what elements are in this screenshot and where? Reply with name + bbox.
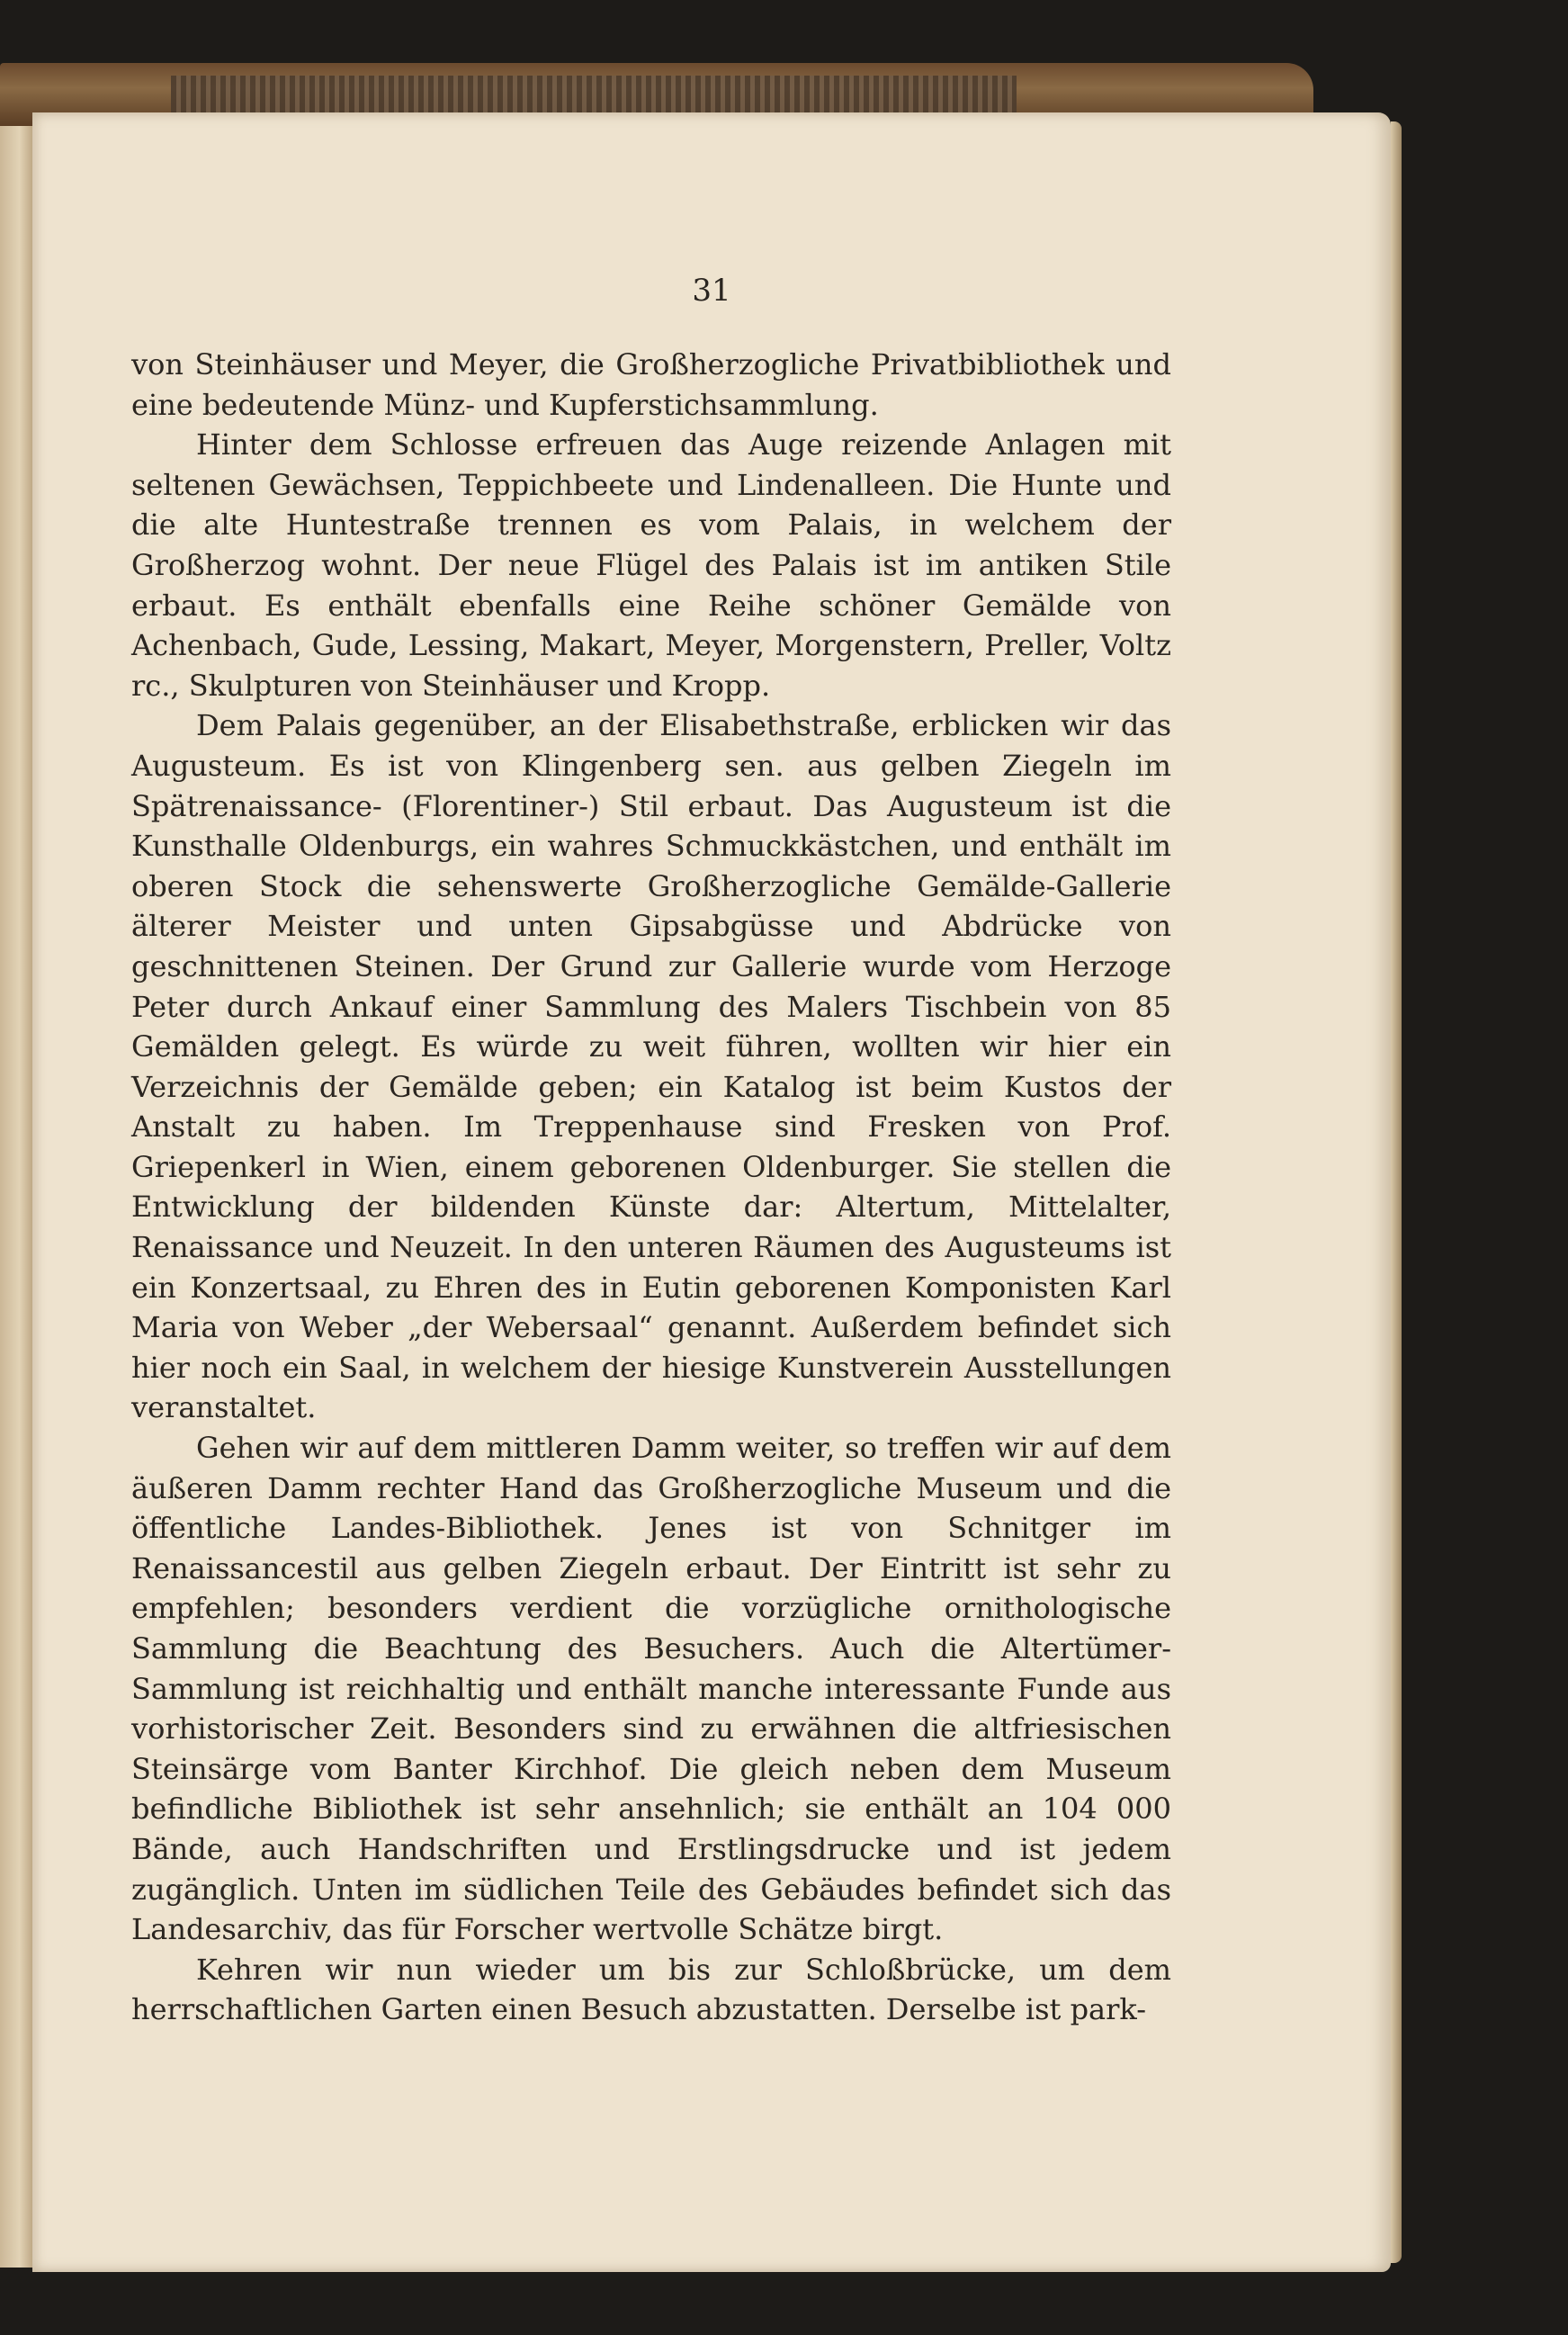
paragraph-3: Dem Palais gegenüber, an der Elisabethstraße, erblicken wir das Augusteum. Es ist von Klingenberg sen. aus gelben Ziegeln im Spätrenaissance- (Florentiner-) Stil erbaut. Das Augusteum ist die Kunsthalle Oldenburgs, ein wahres Schmuckkästchen, und enthält im oberen Stock die sehenswerte Großherzogliche Gemälde-Gallerie älterer Meister und unten Gipsabgüsse und Abdrücke von geschnittenen Steinen. Der Grund zur Gallerie wurde vom Herzoge Peter durch Ankauf einer Sammlung des Malers Tischbein von 85 Gemälden gelegt. Es würde zu weit führen, wollten wir hier ein Verzeichnis der Gemälde geben; ein Katalog ist beim Kustos der Anstalt zu haben. Im Treppenhause sind Fresken von Prof. Griepenkerl in Wien, einem geborenen Oldenburger. Sie stellen die Entwicklung der bildenden Künste dar: Altertum, Mittelalter, Renaissance und Neuzeit. In den unteren Räumen des Augusteums ist ein Konzertsaal, zu Ehren des in Eutin geborenen Komponisten Karl Maria von Weber „der Webersaal“ genannt. Außerdem befindet sich hier noch ein Saal, in welchem der hiesige Kunstverein Ausstellungen veranstaltet. [131,708,1171,1425]
paragraph-1: von Steinhäuser und Meyer, die Großherzogliche Privatbibliothek und eine bedeutende Münz- und Kupferstichsammlung. [131,347,1171,422]
adjacent-page-edge [0,126,32,2268]
body-text [131,345,1171,2030]
paragraph-2: Hinter dem Schlosse erfreuen das Auge reizende Anlagen mit seltenen Gewächsen, Teppichbeete und Lindenalleen. Die Hunte und die alte Huntestraße trennen es vom Palais, in welchem der Großherzog wohnt. Der neue Flügel des Palais ist im antiken Stile erbaut. Es enthält ebenfalls eine Reihe schöner Gemälde von Achenbach, Gude, Lessing, Makart, Meyer, Morgenstern, Preller, Voltz rc., Skulpturen von Steinhäuser und Kropp. [131,427,1171,703]
paragraph-5: Kehren wir nun wieder um bis zur Schloßbrücke, um dem herrschaftlichen Garten einen Besuch abzustatten. Derselbe ist park- [131,1952,1171,2027]
page-block-edge [1391,121,1402,2263]
book-page [32,112,1391,2272]
cover-spine-band [171,76,1017,115]
paragraph-4: Gehen wir auf dem mittleren Damm weiter, so treffen wir auf dem äußeren Damm rechter Hand das Großherzogliche Museum und die öffentliche Landes-Bibliothek. Jenes ist von Schnitger im Renaissancestil aus gelben Ziegeln erbaut. Der Eintritt ist sehr zu empfehlen; besonders verdient die vorzügliche ornithologische Sammlung die Beachtung des Besuchers. Auch die Altertümer-Sammlung ist reichhaltig und enthält manche interessante Funde aus vorhistorischer Zeit. Besonders sind zu erwähnen die altfriesischen Steinsärge vom Banter Kirchhof. Die gleich neben dem Museum befindliche Bibliothek ist sehr ansehnlich; sie enthält an 104 000 Bände, auch Handschriften und Erstlingsdrucke und ist jedem zugänglich. Unten im südlichen Teile des Gebäudes befindet sich das Landesarchiv, das für Forscher wertvolle Schätze birgt. [131,1431,1171,1947]
page-number: 31 [692,273,731,309]
